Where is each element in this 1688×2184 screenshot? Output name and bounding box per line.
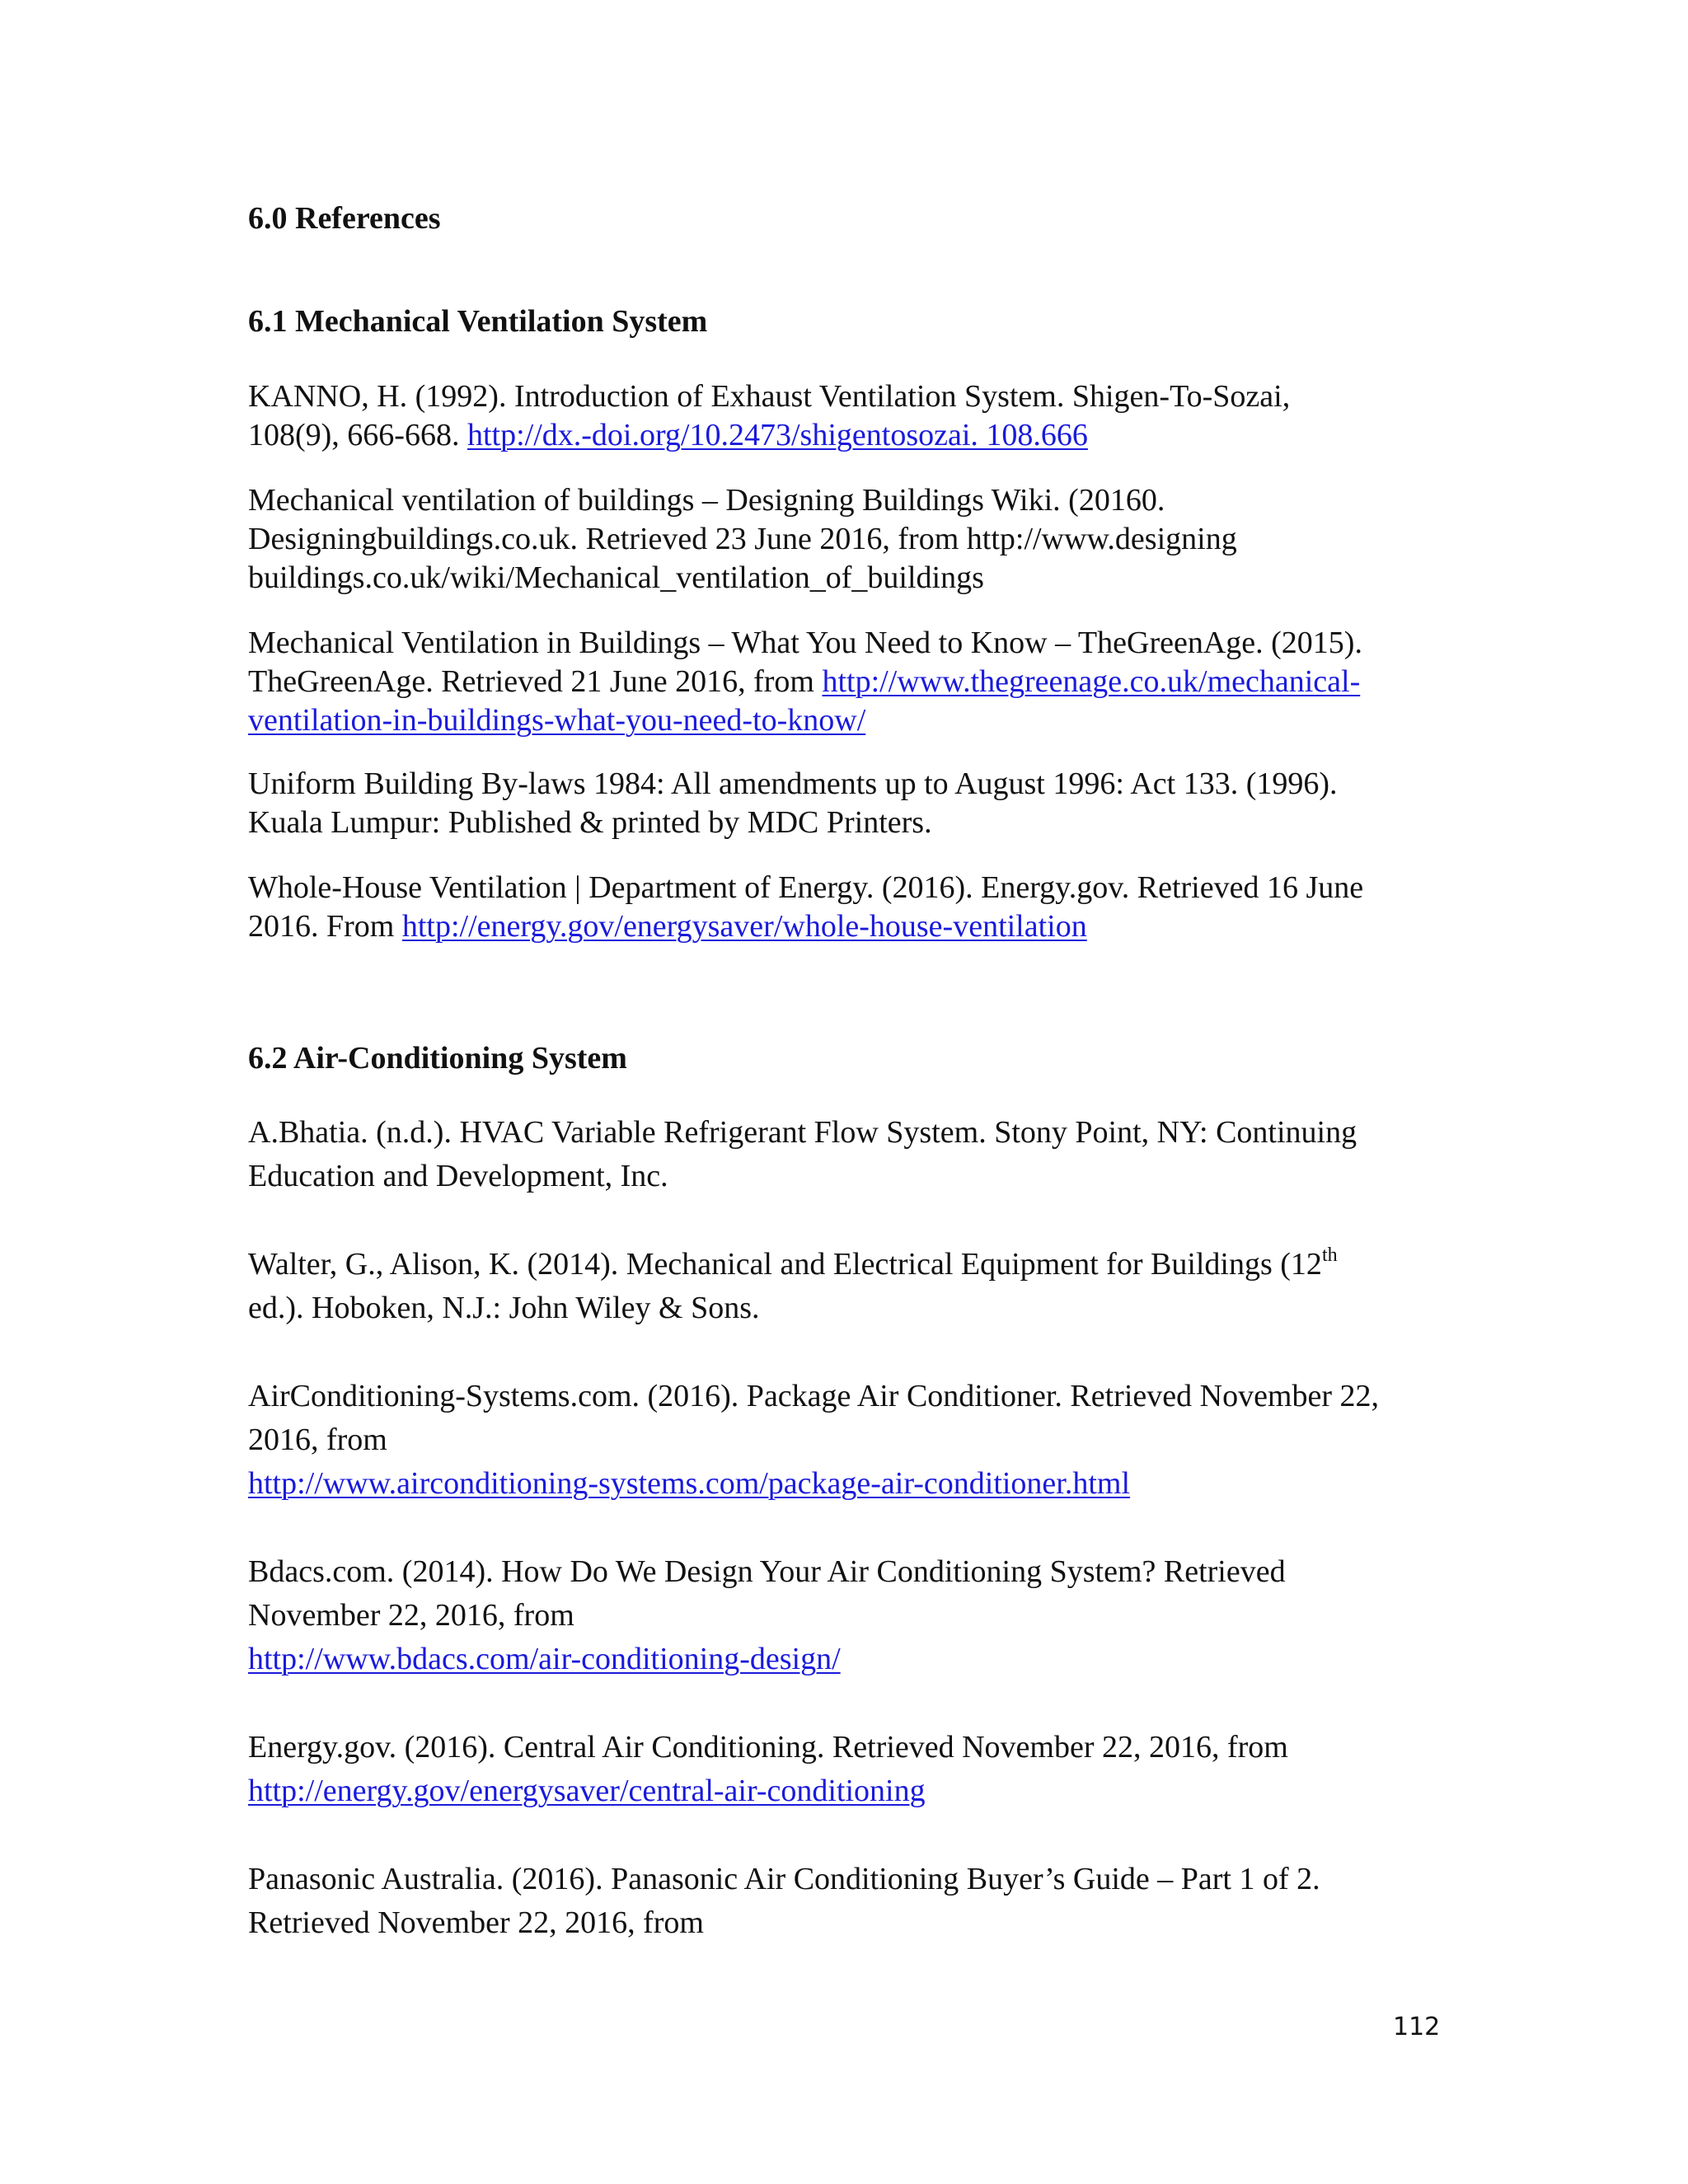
reference-link[interactable]: http://www.thegreenage.co.uk/mechanical- (822, 664, 1361, 699)
reference-link[interactable]: http://www.airconditioning-systems.com/package-air-conditioner.html (248, 1466, 1131, 1501)
reference-link[interactable]: http://www.bdacs.com/air-conditioning-design/ (248, 1642, 841, 1676)
reference-energy-gov-central-ac (248, 1726, 1451, 1813)
reference-walter-alison (248, 1243, 1451, 1330)
reference-text: Kuala Lumpur: Published & printed by MDC Printers. (248, 805, 932, 840)
reference-thegreenage (248, 624, 1451, 740)
reference-text: Energy.gov. (2016). Central Air Conditioning. Retrieved November 22, 2016, from (248, 1730, 1288, 1765)
reference-text: Panasonic Australia. (2016). Panasonic Air Conditioning Buyer’s Guide – Part 1 of 2. (248, 1862, 1320, 1896)
reference-panasonic (248, 1858, 1451, 1945)
superscript: th (1321, 1244, 1338, 1267)
reference-airconditioning-systems (248, 1375, 1451, 1506)
reference-text: Mechanical ventilation of buildings – Designing Buildings Wiki. (20160. (248, 483, 1165, 518)
reference-text: Walter, G., Alison, K. (2014). Mechanical and Electrical Equipment for Buildings (12 (248, 1247, 1322, 1282)
reference-text: KANNO, H. (1992). Introduction of Exhaust Ventilation System. Shigen-To-Sozai, (248, 379, 1291, 414)
page-number: 112 (1393, 2013, 1441, 2041)
reference-designing-buildings (248, 481, 1451, 598)
reference-text: 2016, from (248, 1422, 387, 1457)
section-heading-mechanical-ventilation: 6.1 Mechanical Ventilation System (248, 304, 708, 339)
reference-text: AirConditioning-Systems.com. (2016). Package Air Conditioner. Retrieved November 22, (248, 1379, 1380, 1413)
reference-link[interactable]: ventilation-in-buildings-what-you-need-to-know/ (248, 703, 866, 738)
reference-text: A.Bhatia. (n.d.). HVAC Variable Refrigerant Flow System. Stony Point, NY: Continuing (248, 1115, 1357, 1150)
reference-link[interactable]: http://energy.gov/energysaver/whole-house-ventilation (401, 909, 1087, 944)
reference-link[interactable]: http://dx.-doi.org/10.2473/shigentosozai. 108.666 (467, 418, 1088, 452)
reference-kanno (248, 377, 1451, 455)
reference-text: Uniform Building By-laws 1984: All amendments up to August 1996: Act 133. (1996). (248, 766, 1338, 801)
reference-text: 108(9), 666-668. (248, 418, 467, 452)
reference-bdacs (248, 1550, 1451, 1681)
reference-text: Mechanical Ventilation in Buildings – What You Need to Know – TheGreenAge. (2015). (248, 626, 1362, 660)
page-title: 6.0 References (248, 201, 441, 236)
reference-text: Designingbuildings.co.uk. Retrieved 23 June 2016, from http://www.designing (248, 522, 1237, 556)
reference-text: buildings.co.uk/wiki/Mechanical_ventilation_of_buildings (248, 560, 984, 595)
reference-text: 2016. From (248, 909, 402, 944)
reference-text: November 22, 2016, from (248, 1598, 574, 1633)
reference-text: Retrieved November 22, 2016, from (248, 1905, 704, 1940)
reference-link[interactable]: http://energy.gov/energysaver/central-air-conditioning (248, 1774, 926, 1808)
reference-text: Bdacs.com. (2014). How Do We Design Your Air Conditioning System? Retrieved (248, 1554, 1286, 1589)
reference-text: Education and Development, Inc. (248, 1159, 668, 1193)
reference-bhatia (248, 1111, 1451, 1198)
reference-text: Whole-House Ventilation | Department of Energy. (2016). Energy.gov. Retrieved 16 June (248, 870, 1364, 905)
reference-text: TheGreenAge. Retrieved 21 June 2016, from (248, 664, 823, 699)
reference-text: ed.). Hoboken, N.J.: John Wiley & Sons. (248, 1291, 760, 1325)
reference-energy-gov-ventilation (248, 869, 1451, 946)
section-heading-air-conditioning: 6.2 Air-Conditioning System (248, 1041, 627, 1076)
reference-ubbl (248, 765, 1451, 842)
